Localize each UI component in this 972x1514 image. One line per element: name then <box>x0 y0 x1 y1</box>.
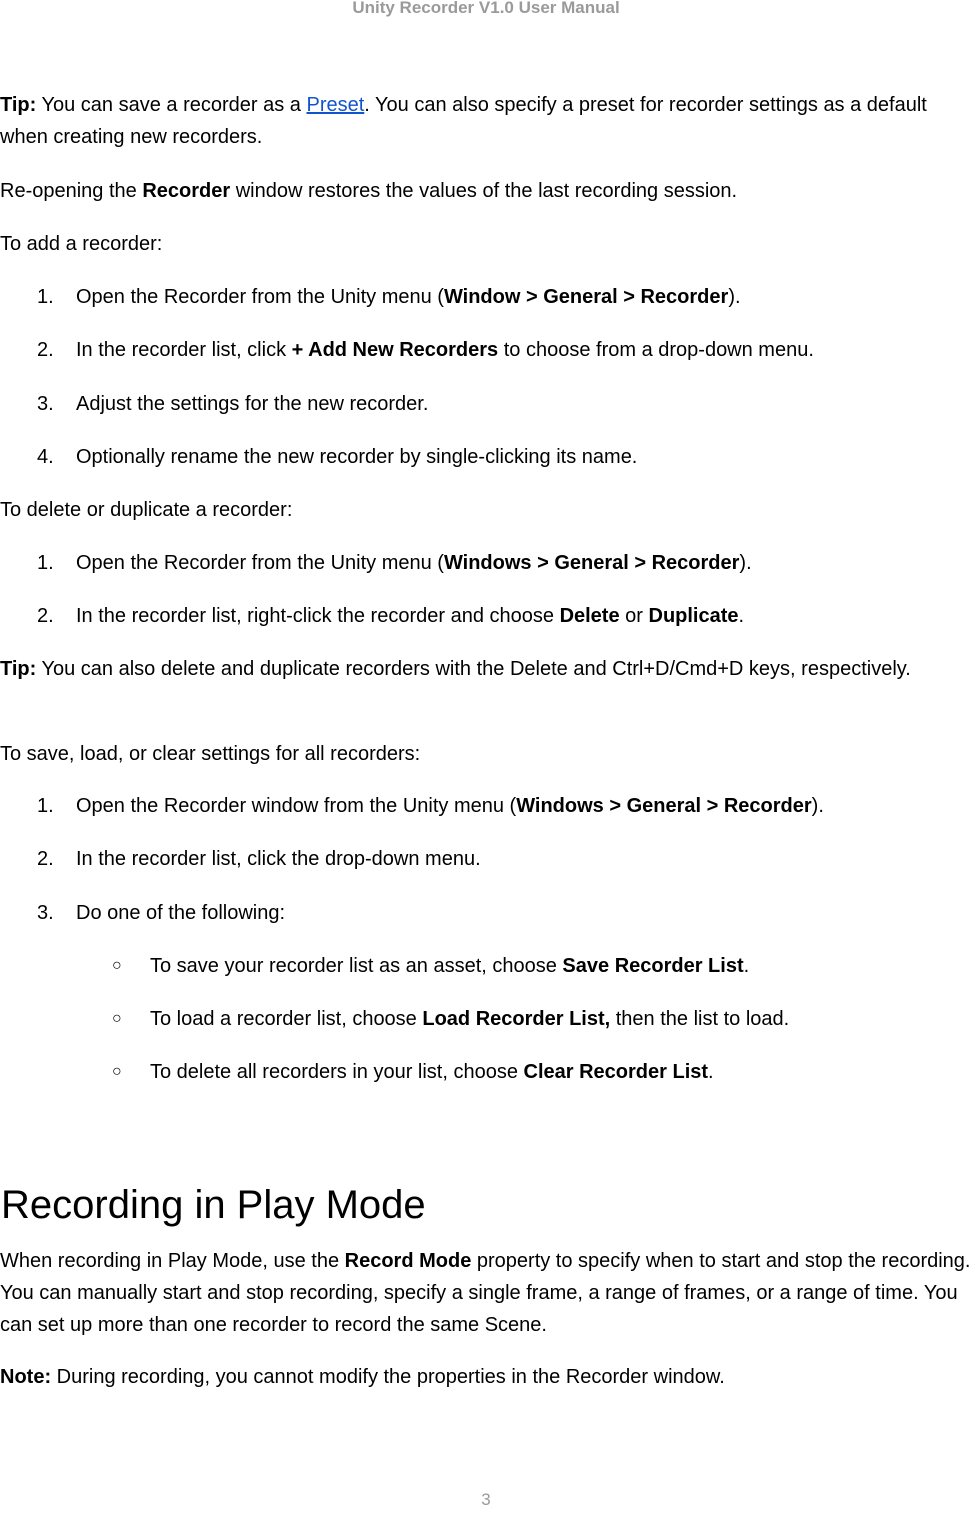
note-text: During recording, you cannot modify the properties in the Recorder window. <box>51 1366 725 1388</box>
reopen-text: Re-opening the <box>0 180 143 202</box>
sub-list-item-text: To delete all recorders in your list, choose Clear Recorder List. <box>150 1061 714 1083</box>
add-recorder-intro: To add a recorder: <box>0 233 163 255</box>
tip-label: Tip: <box>0 94 37 116</box>
delete-recorder-intro: To delete or duplicate a recorder: <box>0 499 293 521</box>
tip-text: You can save a recorder as a <box>36 94 307 116</box>
sub-list-item-text: To load a recorder list, choose Load Recorder List, then the list to load. <box>150 1008 790 1030</box>
sub-list-item-text: To save your recorder list as an asset, choose Save Recorder List. <box>150 955 750 977</box>
list-number: 2. <box>37 339 54 361</box>
page-number: 3 <box>481 1490 491 1509</box>
section-heading: Recording in Play Mode <box>1 1183 426 1227</box>
hollow-bullet-icon: ○ <box>112 1063 122 1080</box>
list-item-text: Adjust the settings for the new recorder. <box>76 393 429 415</box>
list-item-text: Open the Recorder window from the Unity menu (Windows > General > Recorder). <box>76 795 824 817</box>
list-number: 3. <box>37 393 54 415</box>
note-label: Note: <box>0 1366 52 1388</box>
hollow-bullet-icon: ○ <box>112 957 122 974</box>
list-number: 3. <box>37 902 54 924</box>
list-number: 1. <box>37 552 54 574</box>
list-item-text: In the recorder list, click + Add New Recorders to choose from a drop-down menu. <box>76 339 814 361</box>
tip-preset-paragraph <box>0 89 972 153</box>
list-item-text: In the recorder list, right-click the recorder and choose Delete or Duplicate. <box>76 605 745 627</box>
recorder-bold: Recorder <box>142 180 231 202</box>
tip-shortcuts-paragraph <box>0 653 972 685</box>
play-mode-paragraph: When recording in Play Mode, use the Record Mode property to specify when to start and stop the recording. You can manually start and stop recording, specify a single frame, a range of frames, or a range of time. You can set up more than one recorder to record the same Scene. <box>0 1250 971 1336</box>
list-item-text: Open the Recorder from the Unity menu (Window > General > Recorder). <box>76 286 741 308</box>
hollow-bullet-icon: ○ <box>112 1010 122 1027</box>
list-number: 1. <box>37 795 54 817</box>
running-header: Unity Recorder V1.0 User Manual <box>352 0 620 17</box>
note-paragraph <box>0 1361 972 1393</box>
list-number: 2. <box>37 605 54 627</box>
tip-label: Tip: <box>0 658 37 680</box>
save-settings-intro: To save, load, or clear settings for all recorders: <box>0 743 421 765</box>
tip-text-continued: . You can also specify a preset for recorder settings as a default when creating new recorders. <box>0 94 927 148</box>
record-mode-bold: Record Mode <box>344 1250 472 1272</box>
list-number: 4. <box>37 446 54 468</box>
list-item-text: Optionally rename the new recorder by single-clicking its name. <box>76 446 638 468</box>
tip-text: You can also delete and duplicate recorders with the Delete and Ctrl+D/Cmd+D keys, respectively. <box>36 658 911 680</box>
preset-link[interactable]: Preset <box>306 94 365 116</box>
list-item-text: In the recorder list, click the drop-down menu. <box>76 848 481 870</box>
list-number: 2. <box>37 848 54 870</box>
list-item-text: Do one of the following: <box>76 902 286 924</box>
list-item-text: Open the Recorder from the Unity menu (Windows > General > Recorder). <box>76 552 752 574</box>
reopen-paragraph <box>0 175 972 207</box>
list-number: 1. <box>37 286 54 308</box>
reopen-text-continued: window restores the values of the last recording session. <box>230 180 738 202</box>
